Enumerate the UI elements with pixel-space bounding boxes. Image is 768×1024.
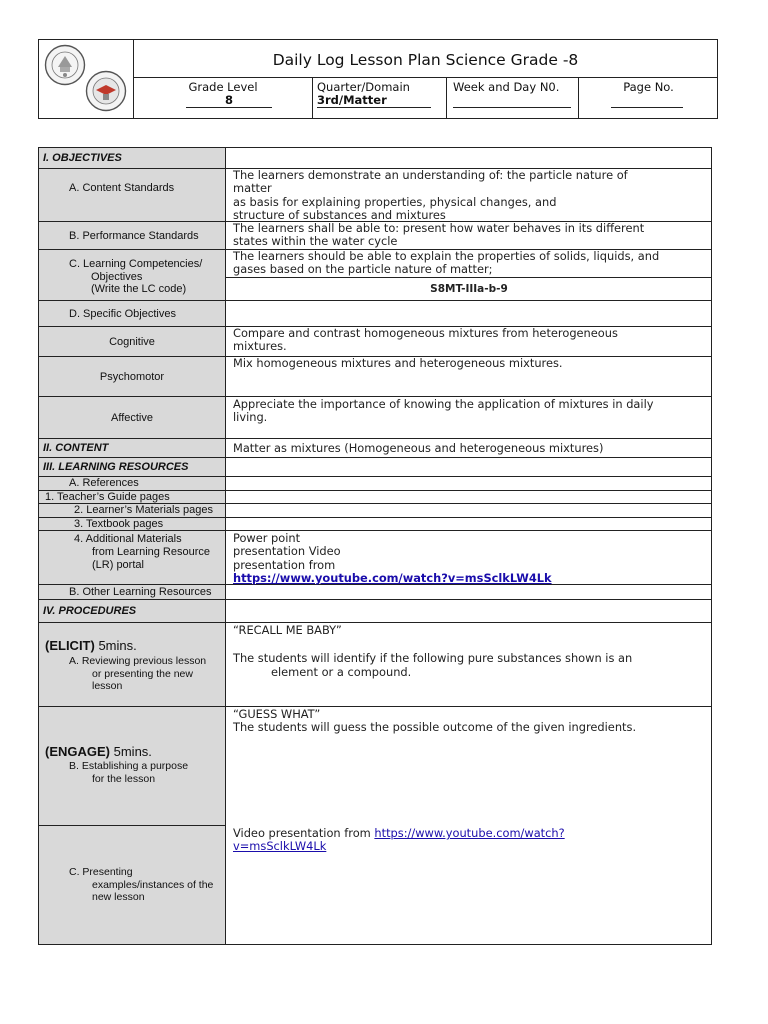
page-no-cell	[578, 78, 718, 118]
quarter-domain-cell	[312, 78, 447, 118]
competencies-text: The learners should be able to explain the properties of solids, liquids, and gases based on the particle nature of matter;	[226, 250, 711, 278]
elicit-label: (ELICIT) 5mins. A. Reviewing previous lesson or presenting the new lesson	[39, 623, 225, 707]
affective-text: Appreciate the importance of knowing the application of mixtures in daily living.	[226, 397, 711, 439]
engage-text: “GUESS WHAT” The students will guess the possible outcome of the given ingredients. Video presentation from https://www.youtube.com/watch? v=msSclkLW4Lk	[226, 707, 711, 944]
elicit-text: “RECALL ME BABY” The students will identify if the following pure substances shown is an element or a compound.	[226, 623, 711, 707]
youtube-link[interactable]: https://www.youtube.com/watch?v=msSclkLW4Lk	[233, 570, 552, 585]
deped-seal-icon	[44, 44, 86, 86]
elicit-time: 5mins.	[98, 638, 137, 653]
quarter-domain-value: 3rd/Matter	[317, 93, 431, 108]
references-label: A. References	[39, 477, 225, 491]
content-heading: II. CONTENT	[39, 439, 225, 458]
psychomotor-label: Psychomotor	[39, 357, 225, 397]
logos-area	[39, 40, 134, 118]
cognitive-label: Cognitive	[39, 327, 225, 357]
other-resources-value	[226, 585, 711, 600]
engage-title: (ENGAGE)	[45, 744, 110, 759]
other-resources-label: B. Other Learning Resources	[39, 585, 225, 600]
elicit-title: (ELICIT)	[45, 638, 95, 653]
performance-standards-label: B. Performance Standards	[39, 222, 225, 250]
specific-objectives-text	[226, 301, 711, 327]
week-day-field[interactable]	[453, 93, 571, 108]
content-standards-label: A. Content Standards	[39, 169, 225, 222]
present-link[interactable]: https://www.youtube.com/watch? v=msSclkLW4Lk	[233, 826, 565, 854]
quarter-domain-label: Quarter/Domain	[317, 80, 410, 94]
competencies-label: C. Learning Competencies/ Objectives (Write the LC code)	[39, 250, 225, 301]
objectives-heading-right	[226, 148, 711, 169]
page-title: Daily Log Lesson Plan Science Grade -8	[134, 40, 717, 78]
resources-heading: III. LEARNING RESOURCES	[39, 458, 225, 477]
presenting-label: C. Presenting examples/instances of the new lesson	[39, 826, 225, 944]
grade-level-cell	[134, 78, 312, 118]
references-value	[226, 477, 711, 491]
lc-code: S8MT-IIIa-b-9	[226, 278, 711, 301]
content-standards-text: The learners demonstrate an understanding of: the particle nature of matter as basis for explaining properties, physical changes, and structure of substances and mixtures	[226, 169, 711, 222]
page-no-field[interactable]	[611, 93, 683, 108]
tg-pages-label: 1. Teacher’s Guide pages	[39, 491, 225, 504]
textbook-pages-label: 3. Textbook pages	[39, 518, 225, 531]
resources-heading-right	[226, 458, 711, 477]
lm-pages-value	[226, 504, 711, 518]
page-no-label: Page No.	[623, 80, 674, 94]
textbook-pages-value	[226, 518, 711, 531]
engage-time: 5mins.	[113, 744, 152, 759]
present-text: Video presentation from https://www.youtube.com/watch? v=msSclkLW4Lk	[233, 826, 565, 854]
header-box	[38, 39, 718, 119]
lesson-plan-table	[38, 147, 712, 945]
lm-pages-label: 2. Learner’s Materials pages	[39, 504, 225, 518]
engage-label: (ENGAGE) 5mins. B. Establishing a purpose for the lesson	[39, 707, 225, 826]
additional-materials-label: 4. Additional Materials from Learning Resource (LR) portal	[39, 531, 225, 585]
objectives-heading: I. OBJECTIVES	[39, 148, 225, 169]
week-day-cell	[446, 78, 579, 118]
additional-materials-text: Power point presentation Video presentation from https://www.youtube.com/watch?v=msSclkLW4Lk	[226, 531, 711, 585]
performance-standards-text: The learners shall be able to: present how water behaves in its different states within the water cycle	[226, 222, 711, 250]
procedures-heading-right	[226, 600, 711, 623]
procedures-heading: IV. PROCEDURES	[39, 600, 225, 623]
grade-level-value: 8	[186, 93, 272, 108]
school-seal-icon	[85, 70, 127, 112]
grade-level-label: Grade Level	[188, 80, 258, 94]
specific-objectives-label: D. Specific Objectives	[39, 301, 225, 327]
affective-label: Affective	[39, 397, 225, 439]
psychomotor-text: Mix homogeneous mixtures and heterogeneous mixtures.	[226, 357, 711, 397]
tg-pages-value	[226, 491, 711, 504]
cognitive-text: Compare and contrast homogeneous mixtures from heterogeneous mixtures.	[226, 327, 711, 357]
content-text: Matter as mixtures (Homogeneous and heterogeneous mixtures)	[226, 439, 711, 458]
week-day-label: Week and Day N0.	[453, 80, 560, 94]
